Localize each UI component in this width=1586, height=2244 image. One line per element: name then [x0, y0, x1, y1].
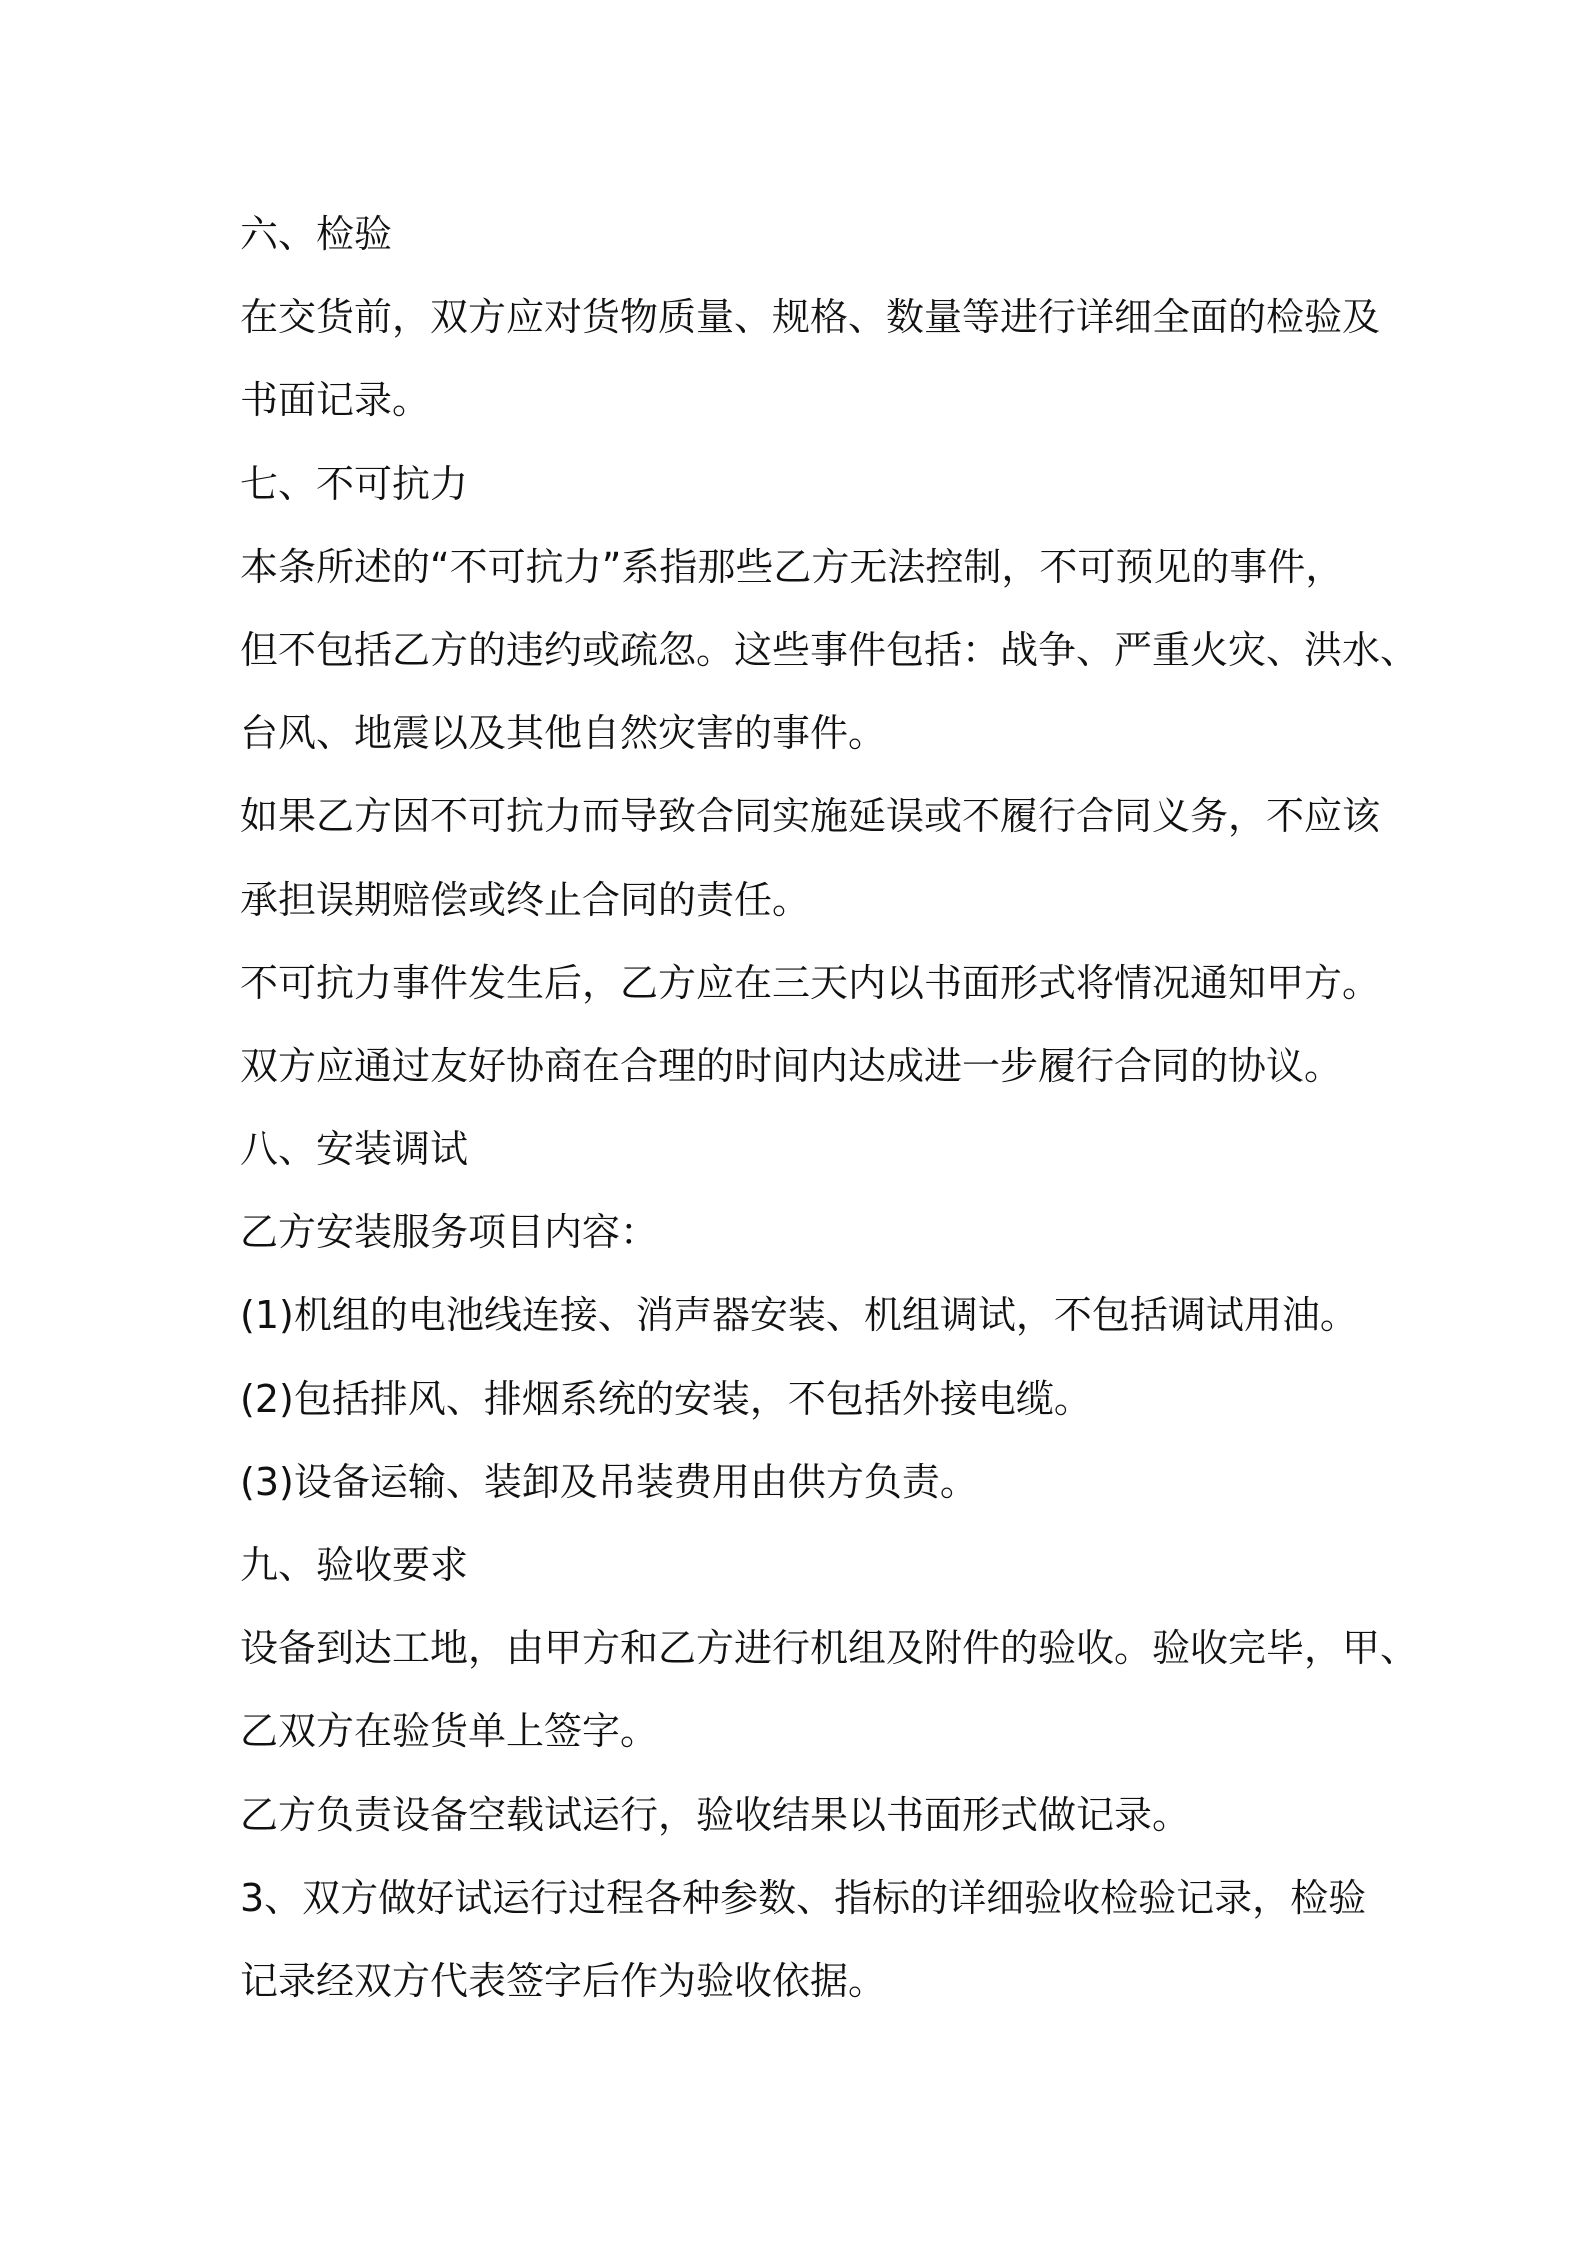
paragraph-line: 乙方安装服务项目内容： — [240, 1210, 659, 1255]
paragraph-line: 书面记录。 — [240, 378, 431, 423]
section-heading-inspection: 六、检验 — [240, 212, 393, 256]
paragraph-line: 设备到达工地，由甲方和乙方进行机组及附件的验收。验收完毕，甲、 — [240, 1626, 1419, 1671]
list-item: (2)包括排风、排烟系统的安装，不包括外接电缆。 — [240, 1376, 1092, 1421]
paragraph-line: 在交货前，双方应对货物质量、规格、数量等进行详细全面的检验及 — [240, 295, 1381, 340]
list-item: (1)机组的电池线连接、消声器安装、机组调试，不包括调试用油。 — [240, 1293, 1358, 1338]
paragraph-line: 如果乙方因不可抗力而导致合同实施延误或不履行合同义务，不应该 — [240, 794, 1381, 839]
list-item: (3)设备运输、装卸及吊装费用由供方负责。 — [240, 1459, 978, 1504]
section-heading-force-majeure: 七、不可抗力 — [240, 461, 469, 506]
section-heading-installation: 八、安装调试 — [240, 1127, 469, 1172]
paragraph-line: 3、双方做好试运行过程各种参数、指标的详细验收检验记录，检验 — [240, 1875, 1367, 1920]
paragraph-line: 乙方负责设备空载试运行，验收结果以书面形式做记录。 — [240, 1792, 1191, 1837]
paragraph-line: 不可抗力事件发生后，乙方应在三天内以书面形式将情况通知甲方。 — [240, 960, 1381, 1005]
paragraph-line: 本条所述的“不可抗力”系指那些乙方无法控制，不可预见的事件， — [240, 544, 1344, 589]
document-body — [240, 193, 1419, 2023]
paragraph-line: 但不包括乙方的违约或疏忽。这些事件包括：战争、严重火灾、洪水、 — [240, 627, 1419, 672]
paragraph-line: 乙双方在验货单上签字。 — [240, 1709, 659, 1754]
paragraph-line: 承担误期赔偿或终止合同的责任。 — [240, 877, 811, 922]
section-heading-acceptance: 九、验收要求 — [240, 1543, 469, 1587]
paragraph-line: 双方应通过友好协商在合理的时间内达成进一步履行合同的协议。 — [240, 1043, 1343, 1088]
paragraph-line: 记录经双方代表签字后作为验收依据。 — [240, 1958, 887, 2003]
paragraph-line: 台风、地震以及其他自然灾害的事件。 — [240, 711, 887, 756]
